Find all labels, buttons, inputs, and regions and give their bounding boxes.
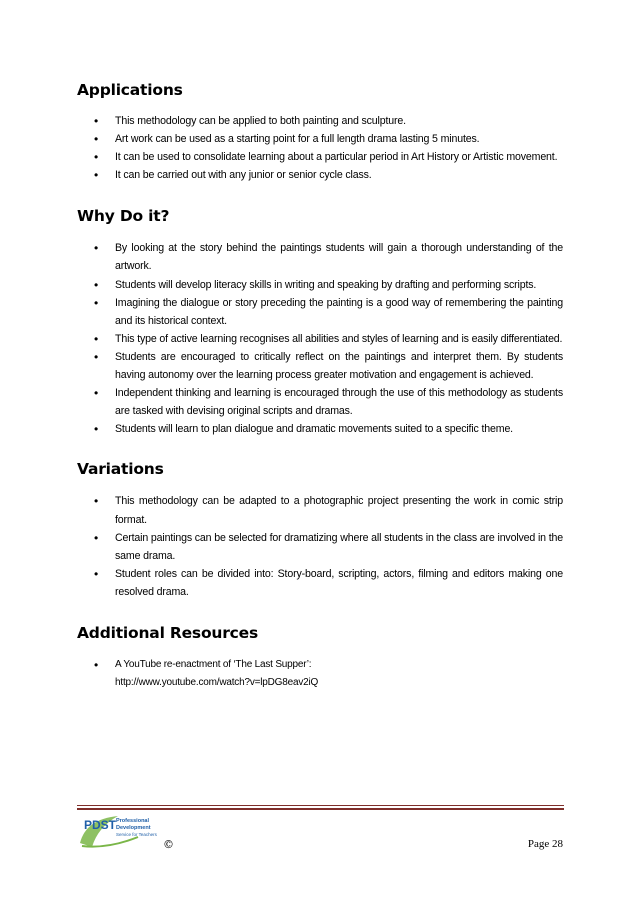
list-item bbox=[77, 656, 563, 692]
list-item: • Students will develop literacy skills in writing and speaking by drafting and performing scripts. bbox=[77, 276, 563, 294]
list-item: • Imagining the dialogue or story preceding the painting is a good way of remembering the painting and its historical context. bbox=[77, 294, 563, 330]
section-additional-resources bbox=[77, 622, 563, 692]
logo-tagline: Service for Teachers bbox=[116, 832, 157, 837]
resource-link[interactable]: http://www.youtube.com/watch?v=lpDG8eav2iQ bbox=[115, 677, 319, 689]
section-applications bbox=[77, 79, 563, 184]
page-content bbox=[77, 79, 563, 692]
list-item: • It can be used to consolidate learning about a particular period in Art History or Artistic movement. bbox=[77, 148, 563, 166]
heading-variations: Variations bbox=[77, 460, 164, 479]
list-item: • It can be carried out with any junior or senior cycle class. bbox=[77, 166, 563, 184]
list-item: • Art work can be used as a starting point for a full length drama lasting 5 minutes. bbox=[77, 130, 563, 148]
section-why-do-it bbox=[77, 205, 563, 438]
footer-rule-thick bbox=[77, 808, 564, 810]
copyright-symbol: © bbox=[163, 838, 174, 851]
heading-additional-resources: Additional Resources bbox=[77, 623, 259, 642]
logo-tagline: Development bbox=[116, 825, 151, 831]
list-item: • Certain paintings can be selected for dramatizing where all students in the class are involved in the same drama. bbox=[77, 529, 563, 565]
list-item: • This type of active learning recognises all abilities and styles of learning and is easily differentiated. bbox=[77, 330, 563, 348]
resource-description: A YouTube re-enactment of ‘The Last Supper’: bbox=[115, 658, 312, 670]
applications-list bbox=[77, 112, 563, 184]
variations-list bbox=[77, 492, 563, 601]
list-item: • This methodology can be adapted to a photographic project presenting the work in comic strip format. bbox=[77, 492, 563, 528]
footer-rule-thin bbox=[77, 805, 564, 806]
why-list bbox=[77, 239, 563, 438]
resources-list bbox=[77, 656, 563, 692]
list-item: • Student roles can be divided into: Story-board, scripting, actors, filming and editors making one resolved drama. bbox=[77, 565, 563, 601]
page-number: Page 28 bbox=[527, 838, 563, 850]
list-item: • Students will learn to plan dialogue and dramatic movements suited to a specific theme. bbox=[77, 420, 563, 438]
pdst-logo bbox=[78, 813, 174, 851]
list-item: • Independent thinking and learning is encouraged through the use of this methodology as students are tasked with devising original scripts and dramas. bbox=[77, 384, 563, 420]
logo-tagline: Professional bbox=[116, 818, 150, 824]
list-item: • Students are encouraged to critically reflect on the paintings and interpret them. By students having autonomy over the learning process greater motivation and engagement is achieved. bbox=[77, 348, 563, 384]
heading-applications: Applications bbox=[77, 81, 183, 99]
heading-why-do-it: Why Do it? bbox=[77, 207, 170, 226]
list-item: • By looking at the story behind the paintings students will gain a thorough understanding of the artwork. bbox=[77, 239, 563, 275]
logo-wordmark: PDST bbox=[84, 818, 117, 832]
list-item: • This methodology can be applied to both painting and sculpture. bbox=[77, 112, 563, 130]
section-variations bbox=[77, 458, 563, 601]
